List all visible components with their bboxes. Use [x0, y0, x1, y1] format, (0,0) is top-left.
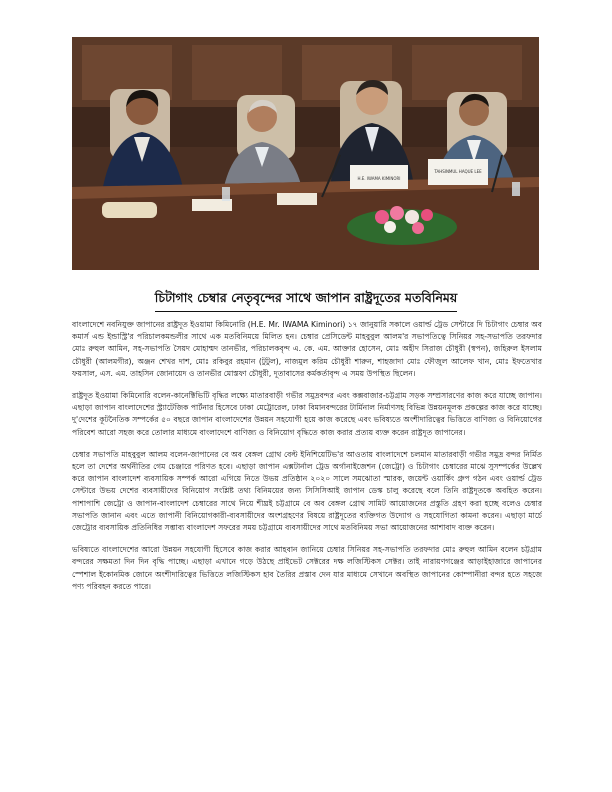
paragraph-4: ভবিষ্যতে বাংলাদেশের আরো উন্নয়ন সহযোগী হিসেবে কাজ করার আহবান জানিয়ে চেম্বার সিনিয়র সহ-সভাপতি তরফদার মোঃ রুহুল আমিন বলেন চট্টগ্রাম বন্দরের সক্ষমতা দিন দিন বৃদ্ধি পাচ্ছে। এছাড়া এখানে গড়ে উঠছে প্রাইভেট সেক্টরের দক্ষ লজিস্টিকস সেক্টর। তাই নারায়ণগঞ্জের আড়াইহাজারে জাপানের স্পেশাল ইকোনমিক জোনে অংশীদারিত্বের ভিত্তিতে লজিস্টিকস হাব তৈরির প্রস্তাব দেন যার মাধ্যমে সেখানে অবস্থিত জাপানের কোম্পানীরা বন্দর হতে সহজে পণ্য পরিবহন করতে পারে।	[72, 545, 542, 591]
meeting-photo	[72, 37, 539, 270]
paragraph-3: চেম্বার সভাপতি মাহবুবুল আলম বলেন-জাপানের বে অব বেঙ্গল গ্রোথ বেল্ট ইনিশিয়েটিভ'র আওতায় বাংলাদেশে চলমান মাতারবাড়ী গভীর সমুদ্র বন্দর নির্মিত হলে তা দেশের অর্থনীতির গেম চেঞ্জারে পরিণত হবে। এছাড়া জাপান এক্সটার্নাল ট্রেড অর্গানাইজেশন (জেট্রো) ও চিটাগাং চেম্বারের মাঝে সুসম্পর্কের উল্লেখ করে জাপান বাংলাদেশ ব্যবসায়িক সম্পর্ক আরো এগিয়ে নিতে উভয় প্রতিষ্ঠান ২০২০ সালে সমঝোতা স্মারক, জয়েন্ট ওয়ার্কিং গ্রুপ গঠন এবং ওয়ার্ল্ড ট্রেড সেন্টারে উভয় দেশের ব্যবসায়ীদের বিনিয়োগ সংশ্লিষ্ট তথ্য বিনিময়ের জন্য সিসিসিআই জাপান ডেস্ক চালু করেছে বলে তিনি রাষ্ট্রদূতকে অবহিত করেন। পাশাপাশি জেট্রো ও জাপান-বাংলাদেশ চেম্বারের সাথে নিয়ে শীঘ্রই চট্টগ্রামে বে অব বেঙ্গল গ্রোথ সামিট আয়োজনের প্রস্তুতি গ্রহণ করা হচ্ছে বলেও চেম্বার সভাপতি জানান এবং এতে জাপানী বিনিয়োগকারী-ব্যবসায়ীদের অংশগ্রহণের বিষয়ে রাষ্ট্রদূতের ব্যক্তিগত উদ্যোগ ও সহযোগিতা কামনা করেন। এছাড়া মার্চে জেট্রোর ব্যবসায়িক প্রতিনিধির সম্ভাব্য বাংলাদেশ সফরের সময় চট্টগ্রামে ব্যবসায়ীদের সাথে মতবিনিময় সভা আয়োজনের আশাবাদ ব্যক্ত করেন।	[72, 449, 542, 533]
meeting-photo-illustration	[72, 37, 539, 270]
nameplate-center: H.E. IWAMA KIMINORI	[357, 176, 401, 181]
headline-wrapper	[0, 287, 612, 312]
nameplate-right: TAHSINMUL HAQUE LEE	[434, 169, 482, 174]
paragraph-2: রাষ্ট্রদূত ইওয়ামা কিমিনোরি বলেন-কানেক্টিভিটি বৃদ্ধির লক্ষ্যে মাতারবাড়ী গভীর সমুদ্রবন্দর এবং কক্সবাজার-চট্টগ্রাম সড়ক সম্প্রসারণের কাজ করে যাচ্ছে জাপান। এছাড়া জাপান বাংলাদেশের স্ট্র্যাটেজিক পার্টনার হিসেবে ঢাকা মেট্রোরেল, ঢাকা বিমানবন্দরের টার্মিনাল নির্মাণসহ বিভিন্ন উন্নয়নমূলক প্রকল্পের কাজ করে যাচ্ছে। দু'দেশের কূটনৈতিক সম্পর্কের ৫০ বছরে জাপান বাংলাদেশের উন্নয়ন সহযোগী হয়ে কাজ করেছে এবং ভবিষ্যতে অংশীদারিত্বের ভিত্তিতে বাণিজ্য ও বিনিয়োগের পরিবেশ আরো সহজ করে তোলার মাধ্যমে বাংলাদেশে বাণিজ্য ও বিনিয়োগ বৃদ্ধিতে কাজ করার প্রত্যয় ব্যক্ত করেন রাষ্ট্রদূত জাপানের।	[72, 391, 542, 437]
article-body	[72, 319, 542, 603]
paragraph-1: বাংলাদেশে নবনিযুক্ত জাপানের রাষ্ট্রদূত ইওয়ামা কিমিনোরি (H.E. Mr. IWAMA Kiminori) ১৭ জানুয়ারি সকালে ওয়ার্ল্ড ট্রেড সেন্টারে দি চিটাগাং চেম্বার অব কমার্স এন্ড ইন্ডাস্ট্রি'র পরিচালকমন্ডলীর সাথে এক মতবিনিময়ে মিলিত হন। চেম্বার প্রেসিডেন্ট মাহবুবুল আলম'র সভাপতিত্বে সিনিয়র সহ-সভাপতি তরফদার মোঃ রুহুল আমিন, সহ-সভাপতি সৈয়দ মোহাম্মদ তানভীর, পরিচালকবৃন্দ এ. কে. এম. আক্তার হোসেন, মোঃ অহীদ সিরাজ চৌধুরী (স্বপন), জহিরুল ইসলাম চৌধুরী (আলমগীর), অঞ্জন শেখর দাশ, মোঃ রকিবুর রহমান (টুটুল), নাজমুল করিম চৌধুরী শারুন, শাহজাদা মোঃ ফৌজুল আলেফ খান, মোঃ ইফতেখার ফয়সাল, এস. এম. তাহসিন জোনায়েদ ও তানভীর মোস্তফা চৌধুরী, দূতাবাসের কর্মকর্তাবৃন্দ এ সময় উপস্থিত ছিলেন।	[72, 320, 542, 378]
headline: চিটাগাং চেম্বার নেতৃবৃন্দের সাথে জাপান রাষ্ট্রদূতের মতবিনিময়	[155, 290, 457, 312]
